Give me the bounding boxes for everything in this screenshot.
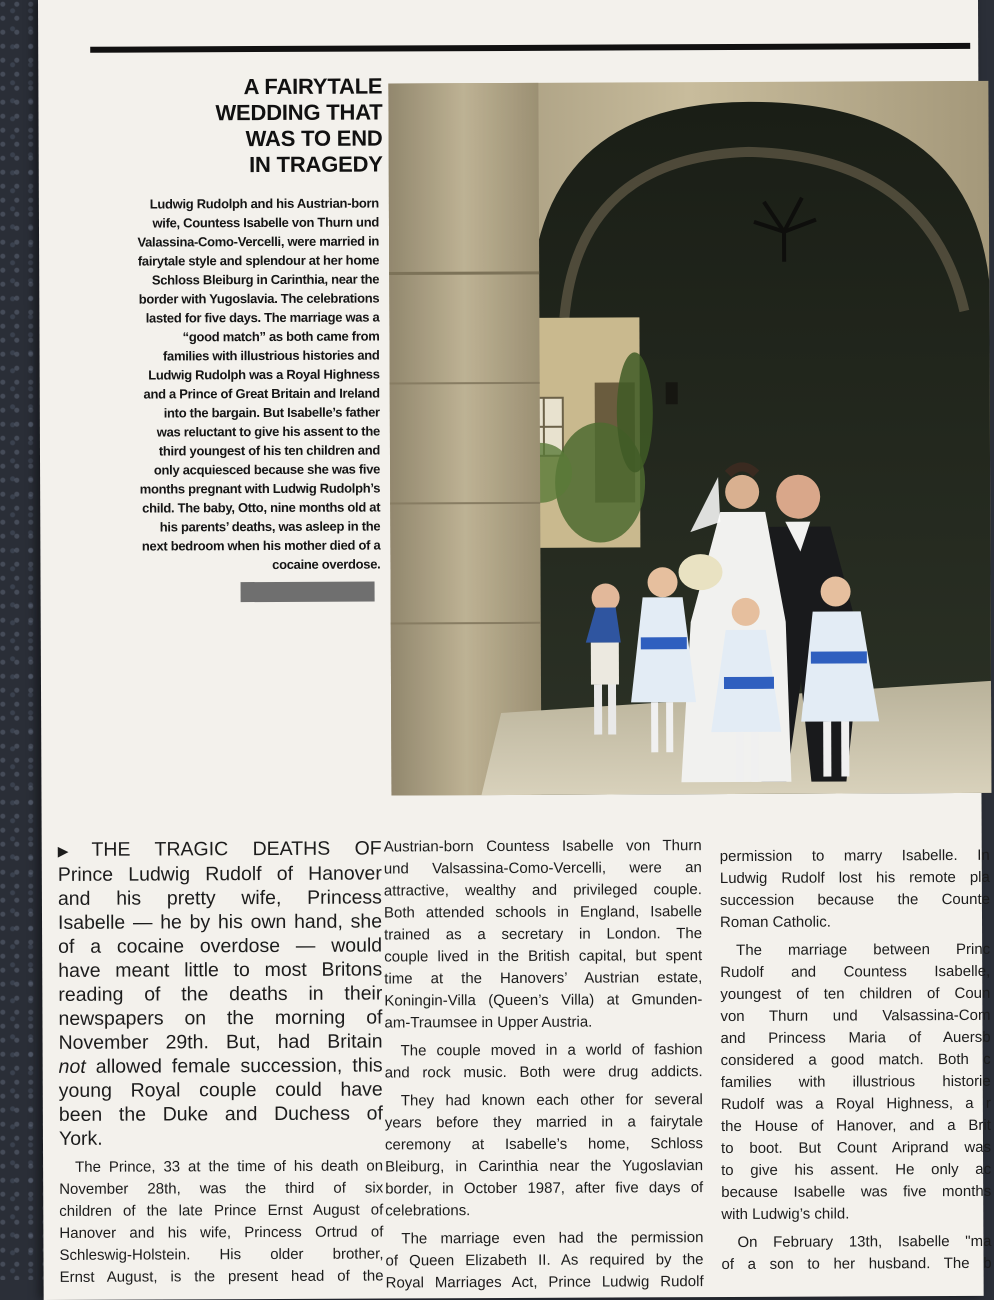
- text-line: am-Traumsee in Upper Austria.: [384, 1011, 702, 1034]
- text-line: border, in October 1987, after five days of: [385, 1177, 703, 1200]
- lead-line: Isabelle — he by his own hand, she: [58, 910, 382, 935]
- text-line: Schleswig-Holstein. His older brother,: [59, 1244, 383, 1267]
- text-line: On February 13th, Isabelle "ma: [721, 1231, 991, 1254]
- body-paragraph: [385, 1227, 703, 1294]
- text-line: The marriage even had the permission: [385, 1227, 703, 1250]
- headline-line: WAS TO END: [159, 125, 383, 152]
- text-line: the House of Hanover, and a Brit: [721, 1115, 991, 1138]
- caption-line: families with illustrious histories and: [90, 346, 380, 366]
- lead-line: THE TRAGIC DEATHS OF: [91, 838, 381, 861]
- lead-line: young Royal couple could have: [59, 1078, 383, 1103]
- text-line: because Isabelle was five months: [721, 1181, 991, 1204]
- caption-line: and a Prince of Great Britain and Ireland: [90, 384, 380, 404]
- body-paragraph: [721, 1231, 991, 1276]
- caption-line: his parents’ deaths, was asleep in the: [90, 517, 380, 537]
- text-line: Royal Marriages Act, Prince Ludwig Rudolf: [386, 1271, 704, 1294]
- headline-line: IN TRAGEDY: [159, 151, 383, 178]
- text-line: attractive, wealthy and privileged couple.: [384, 879, 702, 902]
- caption-line: Valassina-Como-Vercelli, were married in: [89, 232, 379, 252]
- text-line: and Princess Maria of Auersb: [720, 1027, 990, 1050]
- caption-line: was reluctant to give his assent to the: [90, 422, 380, 442]
- caption-line: lasted for five days. The marriage was a: [89, 308, 379, 328]
- text-line: von Thurn und Valsassina-Com: [720, 1005, 990, 1028]
- text-line: children of the late Prince Ernst August of: [59, 1200, 383, 1223]
- text-line: permission to marry Isabelle. In: [720, 845, 990, 868]
- text-line: celebrations.: [385, 1199, 703, 1222]
- text-line: time at the Hanovers’ Austrian estate,: [384, 967, 702, 990]
- lead-paragraph: [58, 837, 383, 1151]
- headline: [158, 73, 382, 178]
- text-line: and rock music. Both were drug addicts.: [385, 1061, 703, 1084]
- headline-line: WEDDING THAT: [158, 99, 382, 126]
- text-line: of Queen Elizabeth II. As required by the: [385, 1249, 703, 1272]
- text-line: trained as a secretary in London. The: [384, 923, 702, 946]
- caption-line: wife, Countess Isabelle von Thurn und: [89, 213, 379, 233]
- caption-end-bar: [241, 582, 375, 603]
- text-line: Ludwig Rudolf lost his remote pla: [720, 867, 990, 890]
- text-line: und Valsassina-Como-Vercelli, were an: [384, 857, 702, 880]
- text-line: Rudolf was a Royal Highness, a r: [721, 1093, 991, 1116]
- photo-caption: [89, 194, 381, 575]
- text-line: youngest of ten children of Coun: [720, 983, 990, 1006]
- text-line: Both attended schools in England, Isabelle: [384, 901, 702, 924]
- caption-line: cocaine overdose.: [90, 555, 380, 575]
- text-line: with Ludwig’s child.: [721, 1203, 991, 1226]
- text-line: November 28th, was the third of six: [59, 1178, 383, 1201]
- caption-line: months pregnant with Ludwig Rudolph’s: [90, 479, 380, 499]
- text-line: They had known each other for several: [385, 1089, 703, 1112]
- lead-line: November 29th. But, had Britain: [58, 1030, 382, 1055]
- magazine-page: [38, 0, 984, 1300]
- text-line: considered a good match. Both c: [721, 1049, 991, 1072]
- body-paragraph: [720, 939, 991, 1226]
- caption-line: Ludwig Rudolph and his Austrian-born: [89, 194, 379, 214]
- lead-line: and his pretty wife, Princess: [58, 886, 382, 911]
- lead-line: York.: [59, 1126, 383, 1151]
- body-paragraph: [384, 835, 703, 1034]
- text-line: Hanover and his wife, Princess Ortrud of: [59, 1222, 383, 1245]
- lead-line: been the Duke and Duchess of: [59, 1102, 383, 1127]
- caption-line: child. The baby, Otto, nine months old at: [90, 498, 380, 518]
- text-line: Roman Catholic.: [720, 911, 990, 934]
- text-line: Koningin-Villa (Queen’s Villa) at Gmunden-: [384, 989, 702, 1012]
- text-line: The couple moved in a world of fashion: [385, 1039, 703, 1062]
- text-line: to boot. But Count Ariprand was: [721, 1137, 991, 1160]
- body-paragraph: [385, 1039, 703, 1084]
- body-paragraph: [720, 845, 990, 934]
- lead-line: have meant little to most Britons: [58, 958, 382, 983]
- text-line: ceremony at Isabelle’s home, Schloss: [385, 1133, 703, 1156]
- caption-line: Schloss Bleiburg in Carinthia, near the: [89, 270, 379, 290]
- caption-line: fairytale style and splendour at her home: [89, 251, 379, 271]
- lead-line: allowed female succession, this: [96, 1055, 383, 1078]
- wedding-photo-icon: [388, 81, 991, 796]
- caption-line: only acquiesced because she was five: [90, 460, 380, 480]
- text-line: The marriage between Princ: [720, 939, 990, 962]
- article-column-2: [384, 835, 704, 1294]
- text-line: Bleiburg, in Carinthia near the Yugoslavian: [385, 1155, 703, 1178]
- caption-line: “good match” as both came from: [89, 327, 379, 347]
- text-line: to give his assent. He only ac: [721, 1159, 991, 1182]
- text-line: of a son to her husband. The b: [721, 1253, 991, 1276]
- caption-line: next bedroom when his mother died of a: [90, 536, 380, 556]
- article-column-3: [720, 845, 992, 1276]
- caption-line: border with Yugoslavia. The celebrations: [89, 289, 379, 309]
- lead-line: reading of the deaths in their: [58, 982, 382, 1007]
- text-line: succession because the Counte: [720, 889, 990, 912]
- text-line: couple lived in the British capital, but spent: [384, 945, 702, 968]
- body-paragraph: [59, 1156, 384, 1289]
- text-line: years before they married in a fairytale: [385, 1111, 703, 1134]
- caption-line: into the bargain. But Isabelle’s father: [90, 403, 380, 423]
- lead-marker-icon: ▶: [58, 843, 88, 859]
- caption-line: Ludwig Rudolph was a Royal Highness: [90, 365, 380, 385]
- headline-line: A FAIRYTALE: [158, 73, 382, 100]
- body-paragraph: [385, 1089, 704, 1222]
- top-rule: [90, 43, 970, 53]
- wedding-photo: [388, 81, 991, 796]
- lead-line: of a cocaine overdose — would: [58, 934, 382, 959]
- lead-line: Prince Ludwig Rudolf of Hanover: [58, 862, 382, 887]
- caption-line: third youngest of his ten children and: [90, 441, 380, 461]
- emphasis-not: not: [59, 1056, 86, 1078]
- lead-line: newspapers on the morning of: [58, 1006, 382, 1031]
- text-line: families with illustrious historie: [721, 1071, 991, 1094]
- text-line: Austrian-born Countess Isabelle von Thurn: [384, 835, 702, 858]
- article-column-1: [58, 837, 384, 1289]
- text-line: The Prince, 33 at the time of his death on: [59, 1156, 383, 1179]
- text-line: Ernst August, is the present head of the: [60, 1266, 384, 1289]
- text-line: Rudolf and Countess Isabelle,: [720, 961, 990, 984]
